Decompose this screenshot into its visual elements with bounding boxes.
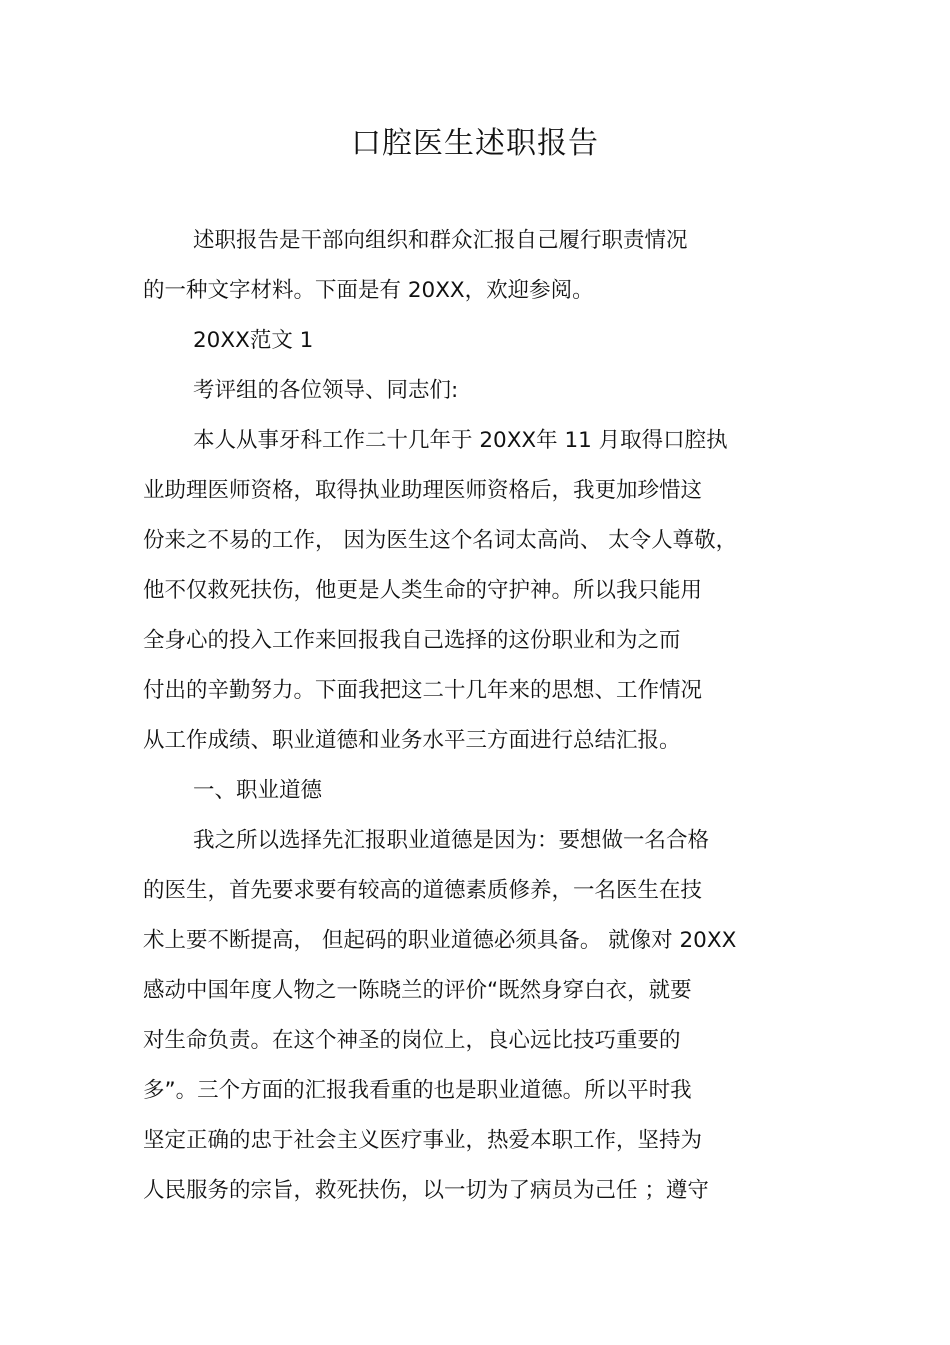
paragraph-line: 他不仅救死扶伤，他更是人类生命的守护神。所以我只能用: [143, 578, 703, 603]
paragraph-line: 感动中国年度人物之一陈晓兰的评价“既然身穿白衣，就要: [143, 978, 692, 1003]
paragraph-line: 份来之不易的工作， 因为医生这个名词太高尚、 太令人尊敬，: [143, 528, 738, 553]
paragraph-line: 本人从事牙科工作二十几年于 20XX年 11 月取得口腔执: [193, 428, 728, 453]
paragraph-line: 全身心的投入工作来回报我自己选择的这份职业和为之而: [143, 628, 681, 653]
paragraph-line: 对生命负责。在这个神圣的岗位上，良心远比技巧重要的: [143, 1028, 681, 1053]
paragraph-line: 多”。三个方面的汇报我看重的也是职业道德。所以平时我: [143, 1078, 692, 1103]
paragraph-line: 人民服务的宗旨，救死扶伤，以一切为了病员为己任 ；遵守: [143, 1178, 709, 1203]
paragraph-line: 述职报告是干部向组织和群众汇报自己履行职责情况: [193, 228, 688, 253]
paragraph-line: 术上要不断提高， 但起码的职业道德必须具备。 就像对 20XX: [143, 928, 737, 953]
paragraph-line: 的一种文字材料。下面是有 20XX，欢迎参阅。: [143, 278, 594, 303]
document-title: 口腔医生述职报告: [351, 126, 599, 161]
paragraph-line: 我之所以选择先汇报职业道德是因为：要想做一名合格: [193, 828, 710, 853]
paragraph-line: 业助理医师资格，取得执业助理医师资格后，我更加珍惜这: [143, 478, 703, 503]
paragraph-line: 从工作成绩、职业道德和业务水平三方面进行总结汇报。: [143, 728, 681, 753]
paragraph-line: 付出的辛勤努力。下面我把这二十几年来的思想、工作情况: [143, 678, 703, 703]
section-heading: 一、职业道德: [193, 778, 323, 803]
paragraph-line: 考评组的各位领导、同志们:: [193, 378, 459, 403]
paragraph-line: 坚定正确的忠于社会主义医疗事业，热爱本职工作，坚持为: [143, 1128, 703, 1153]
paragraph-line: 的医生，首先要求要有较高的道德素质修养，一名医生在技: [143, 878, 703, 903]
paragraph-line: 20XX范文 1: [193, 328, 314, 353]
